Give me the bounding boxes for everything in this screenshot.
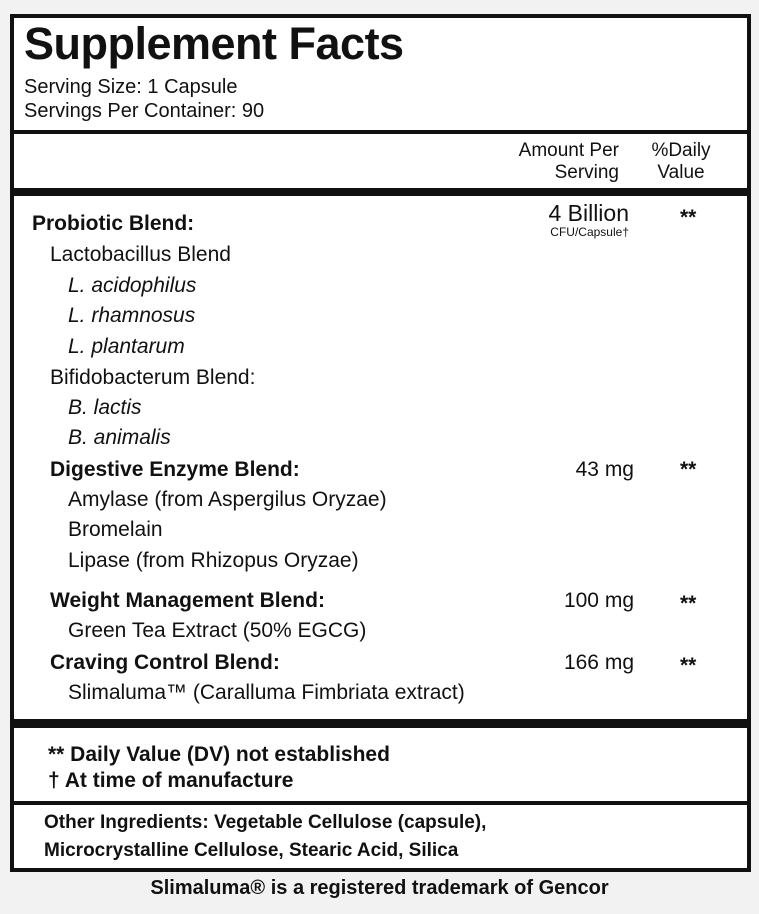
thick-rule-header (14, 188, 747, 196)
dagger-footnote: † At time of manufacture (48, 769, 294, 792)
serving-size: Serving Size: 1 Capsule (24, 76, 238, 98)
digestive-dv: ** (680, 458, 697, 481)
weight-management-blend-label: Weight Management Blend: (50, 589, 325, 612)
dv-footnote: ** Daily Value (DV) not established (48, 743, 390, 766)
thick-rule-top (14, 130, 747, 134)
rule-other-ingredients (14, 801, 747, 805)
thick-rule-bottom (14, 719, 747, 728)
amylase: Amylase (from Aspergilus Oryzae) (68, 488, 387, 511)
amount-per-serving-header: Amount Per Serving (518, 140, 619, 183)
lactobacillus-blend: Lactobacillus Blend (50, 243, 231, 266)
weight-amount: 100 mg (563, 589, 634, 612)
probiotic-blend-label: Probiotic Blend: (32, 212, 195, 235)
l-rhamnosus: L. rhamnosus (68, 304, 196, 327)
craving-control-blend-label: Craving Control Blend: (50, 651, 280, 674)
digestive-amount: 43 mg (575, 458, 634, 481)
servings-per-container: Servings Per Container: 90 (24, 100, 265, 122)
trademark-note: Slimaluma® is a registered trademark of Gencor (150, 877, 609, 899)
digestive-enzyme-blend-label: Digestive Enzyme Blend: (50, 458, 300, 481)
craving-amount: 166 mg (563, 651, 634, 674)
craving-dv: ** (680, 654, 697, 677)
l-plantarum: L. plantarum (68, 335, 185, 358)
b-animalis: B. animalis (68, 426, 171, 449)
other-ingredients: Other Ingredients: Vegetable Cellulose (capsule), Microcrystalline Cellulose, Stearic Acid, Silica (44, 812, 487, 861)
weight-dv: ** (680, 592, 697, 615)
lipase: Lipase (from Rhizopus Oryzae) (68, 549, 359, 572)
supplement-facts-panel (10, 14, 751, 872)
probiotic-dv: ** (680, 206, 697, 229)
slimaluma-extract: Slimaluma™ (Caralluma Fimbriata extract) (68, 681, 465, 704)
b-lactis: B. lactis (68, 396, 142, 419)
probiotic-amount: 4 Billion (548, 200, 629, 226)
probiotic-unit: CFU/Capsule† (550, 225, 629, 239)
panel-title: Supplement Facts (24, 18, 404, 69)
bifidobacterium-blend: Bifidobacterum Blend: (50, 366, 256, 389)
green-tea-extract: Green Tea Extract (50% EGCG) (68, 619, 367, 642)
daily-value-header: %Daily Value (651, 140, 711, 183)
bromelain: Bromelain (68, 518, 163, 541)
l-acidophilus: L. acidophilus (68, 274, 197, 297)
